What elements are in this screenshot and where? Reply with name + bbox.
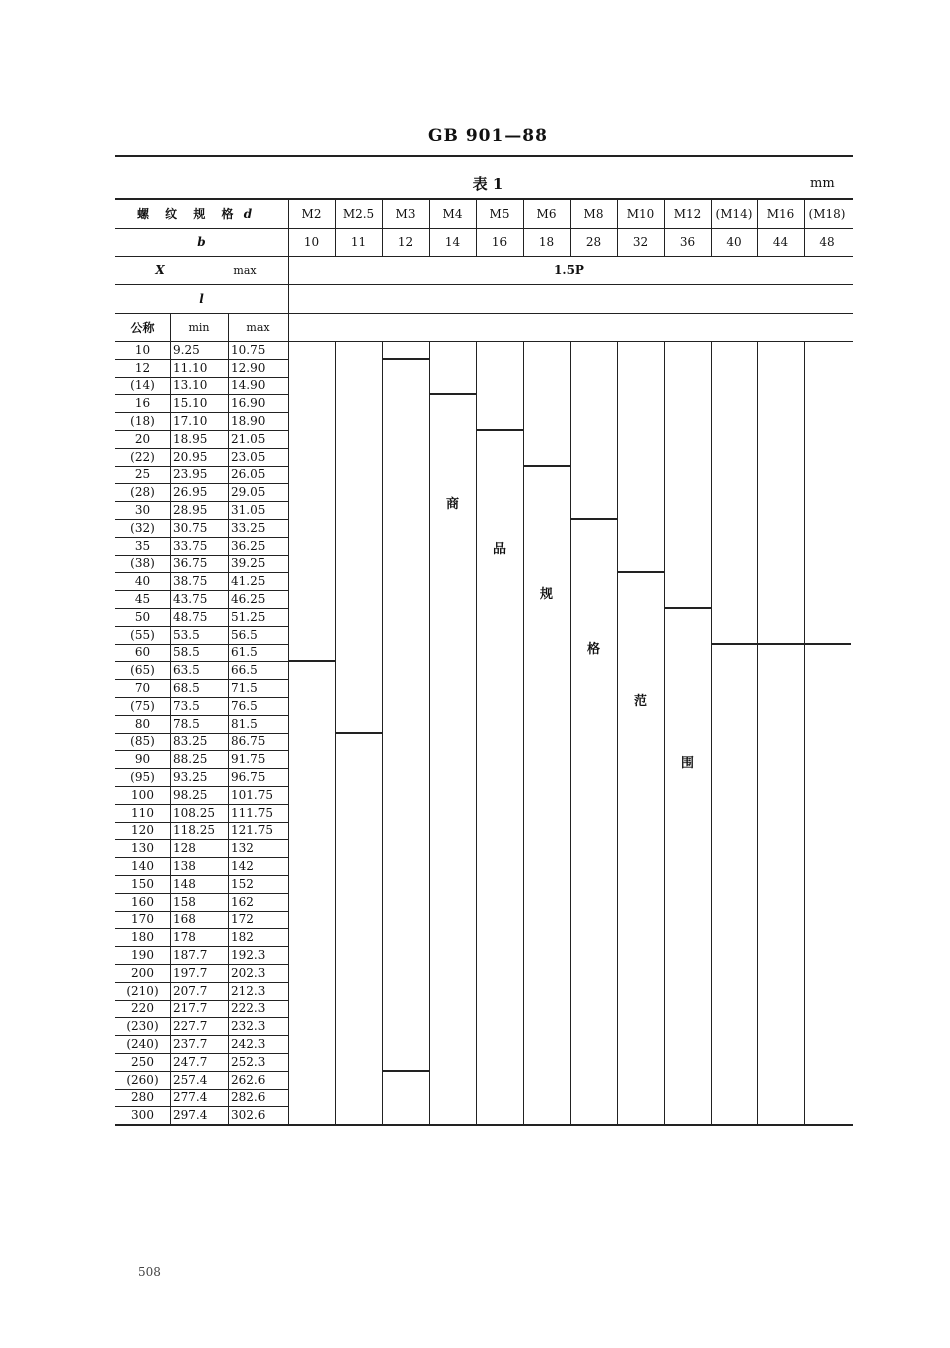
- l-max: 182: [231, 930, 254, 945]
- l-min: 158: [173, 894, 196, 909]
- thread-label: [115, 199, 287, 228]
- unit-label: mm: [810, 176, 835, 191]
- l-nominal: (95): [130, 770, 155, 785]
- l-nominal: 50: [134, 609, 151, 624]
- l-nominal: 10: [134, 342, 151, 357]
- thread-size-header: M10: [626, 206, 655, 221]
- table-bottom-rule: [115, 1124, 853, 1126]
- b-value: 10: [303, 235, 320, 249]
- l-max: 61.5: [231, 645, 258, 660]
- l-nominal: (85): [130, 734, 155, 749]
- l-min: 13.10: [173, 378, 208, 393]
- col-rule: [757, 341, 758, 1124]
- thread-size-header: M4: [442, 206, 463, 221]
- col-rule: [711, 341, 712, 1124]
- row-rule: [115, 313, 853, 314]
- l-max: 56.5: [231, 627, 258, 642]
- l-min: 73.5: [173, 698, 200, 713]
- l-min: 15.10: [173, 396, 208, 411]
- thread-size-header: (M14): [715, 206, 753, 221]
- range-start-line: [570, 518, 618, 520]
- l-max: 66.5: [231, 663, 258, 678]
- l-max: 39.25: [231, 556, 266, 571]
- l-nominal: 20: [134, 431, 151, 446]
- l-max: 282.6: [231, 1090, 266, 1105]
- nominal-label: 公称: [130, 320, 155, 335]
- l-max: 242.3: [231, 1037, 266, 1052]
- l-min: 20.95: [173, 449, 208, 464]
- l-label: l: [199, 291, 204, 306]
- l-nominal: 300: [131, 1108, 154, 1123]
- l-max: 262.6: [231, 1072, 266, 1087]
- l-max: 71.5: [231, 681, 258, 696]
- l-nominal: (14): [130, 378, 155, 393]
- l-max: 33.25: [231, 520, 266, 535]
- l-nominal: (75): [130, 698, 155, 713]
- l-max: 202.3: [231, 965, 266, 980]
- l-min: 227.7: [173, 1019, 208, 1034]
- l-max: 101.75: [231, 787, 273, 802]
- l-max: 36.25: [231, 538, 266, 553]
- b-value: 12: [397, 235, 414, 249]
- l-min: 118.25: [173, 823, 215, 838]
- l-nominal: 45: [134, 592, 151, 607]
- col-rule: [570, 341, 571, 1124]
- thread-size-header: M2: [301, 206, 322, 221]
- l-max: 302.6: [231, 1108, 266, 1123]
- l-nominal: 60: [134, 645, 151, 660]
- l-max: 121.75: [231, 823, 273, 838]
- l-min: 88.25: [173, 752, 208, 767]
- l-max: 21.05: [231, 431, 266, 446]
- l-nominal: 140: [131, 859, 154, 874]
- l-min: 217.7: [173, 1001, 208, 1016]
- l-min: 98.25: [173, 787, 208, 802]
- l-nominal: 12: [134, 360, 151, 375]
- l-min: 36.75: [173, 556, 208, 571]
- b-value: 44: [772, 235, 789, 249]
- thread-symbol: d: [243, 206, 253, 221]
- l-nominal: 16: [134, 396, 151, 411]
- thread-label-text: 螺 纹 规 格: [137, 207, 240, 221]
- l-min: 108.25: [173, 805, 215, 820]
- l-max: 26.05: [231, 467, 266, 482]
- l-min: 43.75: [173, 592, 208, 607]
- l-nominal: 30: [134, 503, 151, 518]
- row-rule: [115, 284, 853, 285]
- col-rule: [523, 341, 524, 1124]
- min-label: min: [188, 320, 210, 334]
- l-min: 53.5: [173, 627, 200, 642]
- l-min: 9.25: [173, 342, 200, 357]
- l-min: 207.7: [173, 983, 208, 998]
- l-min: 277.4: [173, 1090, 208, 1105]
- range-start-line: [382, 358, 430, 360]
- b-value: 18: [538, 235, 555, 249]
- l-min: 148: [173, 876, 196, 891]
- l-max: 132: [231, 841, 254, 856]
- l-max: 96.75: [231, 770, 266, 785]
- range-start-line: [664, 607, 712, 609]
- l-max: 31.05: [231, 503, 266, 518]
- b-value: 28: [585, 235, 602, 249]
- x-label: X: [155, 263, 165, 277]
- l-min: 38.75: [173, 574, 208, 589]
- l-nominal: 150: [131, 876, 154, 891]
- standard-number: GB 901—88: [428, 126, 548, 146]
- l-min: 58.5: [173, 645, 200, 660]
- l-max: 152: [231, 876, 254, 891]
- thread-size-header: M6: [536, 206, 557, 221]
- l-max: 46.25: [231, 592, 266, 607]
- range-start-line: [757, 643, 805, 645]
- col-rule: [804, 341, 805, 1124]
- l-nominal: 130: [131, 841, 154, 856]
- table-title: 表 1: [472, 175, 504, 193]
- thread-size-header: M12: [673, 206, 702, 221]
- l-nominal: 160: [131, 894, 154, 909]
- range-label-char: 围: [680, 756, 694, 771]
- l-nominal: 110: [131, 805, 154, 820]
- l-nominal: (22): [130, 449, 155, 464]
- range-end-line: [288, 660, 336, 662]
- l-min: 23.95: [173, 467, 208, 482]
- l-nominal: (210): [126, 983, 159, 998]
- l-nominal: 170: [131, 912, 154, 927]
- l-max: 212.3: [231, 983, 266, 998]
- l-nominal: 220: [131, 1001, 154, 1016]
- l-nominal: (55): [130, 627, 155, 642]
- row-rule: [115, 256, 853, 257]
- l-nominal: 35: [134, 538, 151, 553]
- thread-size-header: M2.5: [342, 206, 375, 221]
- x-max-value: 1.5P: [554, 263, 584, 277]
- col-rule: [429, 341, 430, 1124]
- l-min: 28.95: [173, 503, 208, 518]
- l-min: 297.4: [173, 1108, 208, 1123]
- l-max: 192.3: [231, 948, 266, 963]
- l-min: 237.7: [173, 1037, 208, 1052]
- page-number: 508: [138, 1265, 161, 1279]
- l-min: 63.5: [173, 663, 200, 678]
- range-start-line: [804, 643, 851, 645]
- l-min: 68.5: [173, 681, 200, 696]
- max-label: max: [246, 320, 270, 334]
- l-nominal: 90: [134, 752, 151, 767]
- l-min: 26.95: [173, 485, 208, 500]
- l-nominal: (38): [130, 556, 155, 571]
- range-end-line: [335, 732, 383, 734]
- l-min: 257.4: [173, 1072, 208, 1087]
- range-start-line: [523, 465, 571, 467]
- l-max: 41.25: [231, 574, 266, 589]
- b-value: 16: [491, 235, 508, 249]
- l-max: 23.05: [231, 449, 266, 464]
- l-max: 162: [231, 894, 254, 909]
- l-max: 29.05: [231, 485, 266, 500]
- thread-size-header: M3: [395, 206, 416, 221]
- b-value: 40: [726, 235, 742, 249]
- l-nominal: 190: [131, 948, 154, 963]
- x-max-label: max: [233, 263, 257, 277]
- thread-size-header: M5: [489, 206, 510, 221]
- l-max: 12.90: [231, 360, 266, 375]
- range-start-line: [711, 643, 758, 645]
- range-start-line: [429, 393, 477, 395]
- l-min: 78.5: [173, 716, 200, 731]
- l-nominal: 280: [131, 1090, 154, 1105]
- range-label-char: 范: [633, 694, 647, 709]
- range-start-line: [617, 571, 665, 573]
- l-min: 178: [173, 930, 196, 945]
- l-max: 18.90: [231, 414, 266, 429]
- l-min: 247.7: [173, 1054, 208, 1069]
- thread-size-header: (M18): [808, 206, 846, 221]
- l-min: 197.7: [173, 965, 208, 980]
- l-min: 168: [173, 912, 196, 927]
- b-value: 11: [350, 235, 367, 249]
- l-nominal: 100: [131, 787, 154, 802]
- range-end-line: [382, 1070, 430, 1072]
- l-min: 93.25: [173, 770, 208, 785]
- l-nominal: (32): [130, 520, 155, 535]
- l-max: 172: [231, 912, 254, 927]
- l-nominal: 70: [134, 681, 151, 696]
- col-rule: [664, 341, 665, 1124]
- l-max: 222.3: [231, 1001, 266, 1016]
- l-nominal: (18): [130, 414, 155, 429]
- l-nominal: 25: [134, 467, 151, 482]
- l-max: 232.3: [231, 1019, 266, 1034]
- l-nominal: (240): [126, 1037, 159, 1052]
- l-nominal: 250: [131, 1054, 154, 1069]
- l-min: 83.25: [173, 734, 208, 749]
- b-label: b: [197, 235, 206, 249]
- range-label-char: 规: [539, 587, 553, 602]
- l-nominal: 80: [134, 716, 151, 731]
- l-min: 187.7: [173, 948, 208, 963]
- l-max: 76.5: [231, 698, 258, 713]
- l-max: 111.75: [231, 805, 273, 820]
- l-nominal: (65): [130, 663, 155, 678]
- l-nominal: 40: [134, 574, 151, 589]
- range-label-char: 品: [492, 542, 506, 557]
- l-max: 142: [231, 859, 254, 874]
- l-min: 48.75: [173, 609, 208, 624]
- l-min: 138: [173, 859, 196, 874]
- l-max: 91.75: [231, 752, 266, 767]
- l-min: 128: [173, 841, 196, 856]
- b-value: 14: [444, 235, 461, 249]
- l-max: 86.75: [231, 734, 266, 749]
- range-label-char: 商: [445, 497, 459, 512]
- l-min: 30.75: [173, 520, 208, 535]
- l-nominal: 180: [131, 930, 154, 945]
- l-nominal: 120: [131, 823, 154, 838]
- l-nominal: (260): [126, 1072, 159, 1087]
- l-max: 16.90: [231, 396, 266, 411]
- thread-size-header: M16: [766, 206, 795, 221]
- l-min: 18.95: [173, 431, 208, 446]
- b-value: 36: [679, 235, 696, 249]
- b-value: 48: [819, 235, 835, 249]
- l-nominal: 200: [131, 965, 154, 980]
- b-value: 32: [632, 235, 649, 249]
- col-rule: [476, 341, 477, 1124]
- l-nominal: (230): [126, 1019, 159, 1034]
- range-start-line: [476, 429, 524, 431]
- l-max: 10.75: [231, 342, 266, 357]
- l-max: 81.5: [231, 716, 258, 731]
- range-label-char: 格: [586, 642, 600, 657]
- l-min: 17.10: [173, 414, 208, 429]
- l-max: 252.3: [231, 1054, 266, 1069]
- l-nominal: (28): [130, 485, 155, 500]
- l-min: 11.10: [173, 360, 208, 375]
- col-rule: [617, 341, 618, 1124]
- l-min: 33.75: [173, 538, 208, 553]
- l-max: 14.90: [231, 378, 266, 393]
- l-max: 51.25: [231, 609, 266, 624]
- thread-size-header: M8: [583, 206, 604, 221]
